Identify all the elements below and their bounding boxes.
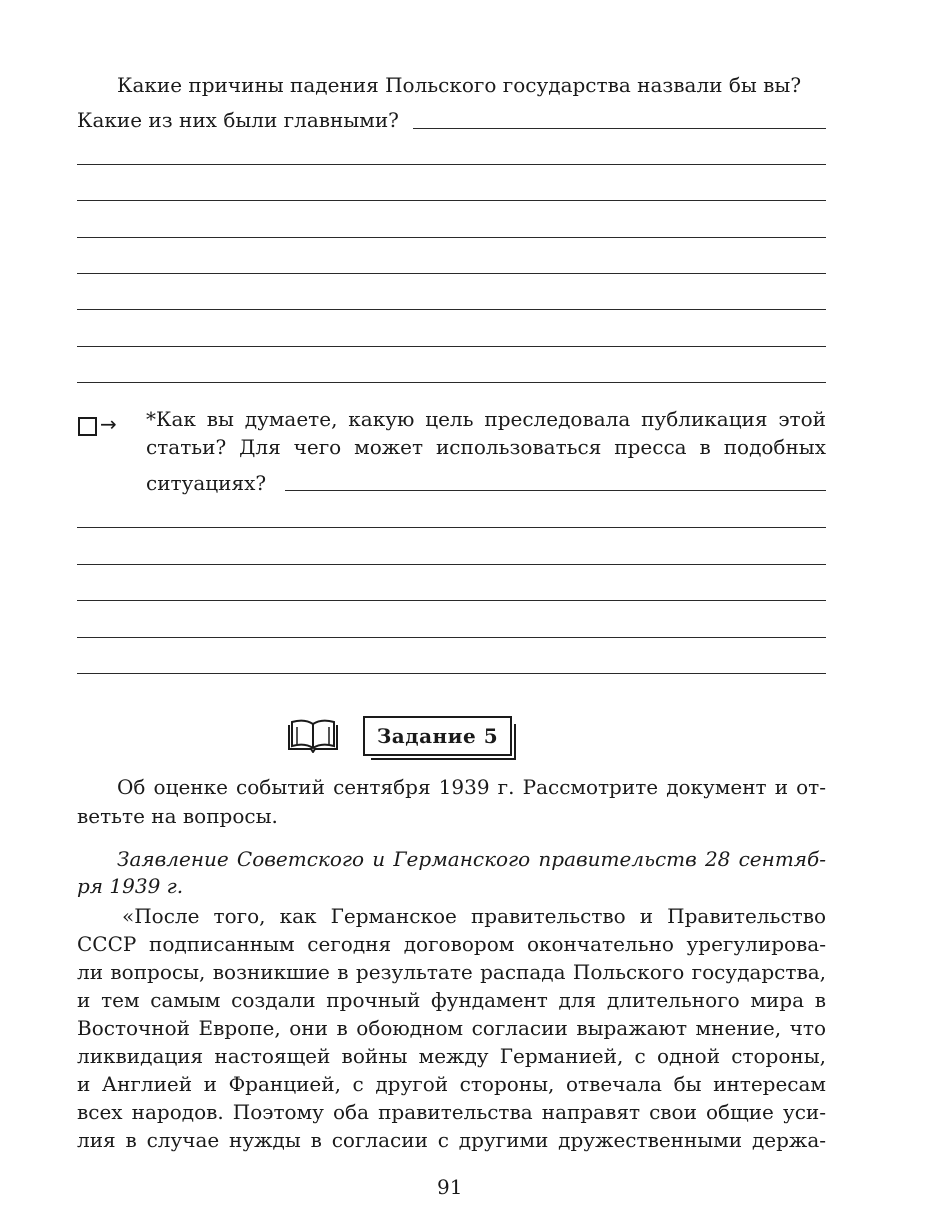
- answer-line[interactable]: [77, 382, 826, 383]
- document-body-line: ликвидация настоящей войны между Германией, с одной стороны,: [77, 1044, 826, 1068]
- document-body-line: и тем самым создали прочный фундамент для длительного мира в: [77, 988, 826, 1012]
- answer-line[interactable]: [77, 346, 826, 347]
- answer-line[interactable]: [77, 673, 826, 674]
- answer-line[interactable]: [77, 200, 826, 201]
- answer-line[interactable]: [77, 309, 826, 310]
- document-body-line: «После того, как Германское правительство и Правительство: [122, 904, 826, 928]
- answer-line[interactable]: [77, 237, 826, 238]
- question1-line1: Какие причины падения Польского государства назвали бы вы?: [117, 73, 802, 97]
- task-intro-line1: Об оценке событий сентября 1939 г. Рассмотрите документ и от-: [117, 775, 826, 799]
- checkbox-icon[interactable]: [78, 417, 97, 436]
- page-number: 91: [437, 1175, 463, 1199]
- document-body-line: и Англией и Францией, с другой стороны, отвечала бы интересам: [77, 1072, 826, 1096]
- answer-line[interactable]: [77, 600, 826, 601]
- book-icon: [287, 719, 339, 753]
- document-title-line1: Заявление Советского и Германского правительств 28 сентяб-: [117, 847, 826, 871]
- answer-line[interactable]: [413, 128, 826, 129]
- arrow-right-icon: →: [100, 412, 117, 436]
- answer-line[interactable]: [77, 527, 826, 528]
- question2-line1: *Как вы думаете, какую цель преследовала публикация этой: [146, 407, 826, 431]
- question2-line3: ситуациях?: [146, 471, 267, 495]
- answer-line[interactable]: [77, 564, 826, 565]
- task-label: Задание 5: [363, 716, 512, 756]
- document-body-line: ли вопросы, возникшие в результате распада Польского государства,: [77, 960, 826, 984]
- document-body-line: всех народов. Поэтому оба правительства направят свои общие уси-: [77, 1100, 826, 1124]
- answer-line[interactable]: [77, 164, 826, 165]
- answer-line[interactable]: [285, 490, 826, 491]
- question2-line2: статьи? Для чего может использоваться пресса в подобных: [146, 435, 826, 459]
- task-intro-line2: ветьте на вопросы.: [77, 804, 278, 828]
- document-body-line: лия в случае нужды в согласии с другими дружественными держа-: [77, 1128, 826, 1152]
- answer-line[interactable]: [77, 637, 826, 638]
- document-title-line2: ря 1939 г.: [77, 874, 184, 898]
- question1-line2: Какие из них были главными?: [77, 108, 399, 132]
- answer-line[interactable]: [77, 273, 826, 274]
- document-body-line: СССР подписанным сегодня договором окончательно урегулирова-: [77, 932, 826, 956]
- document-body-line: Восточной Европе, они в обоюдном согласии выражают мнение, что: [77, 1016, 826, 1040]
